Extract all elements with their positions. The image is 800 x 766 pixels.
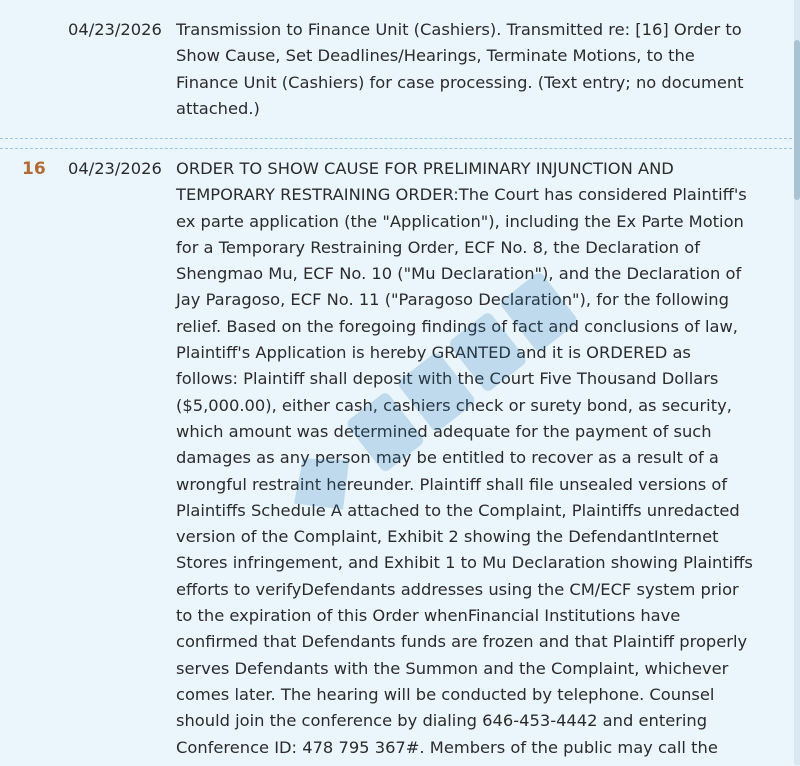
vertical-scrollbar[interactable] <box>794 0 800 765</box>
entry-text: Transmission to Finance Unit (Cashiers). Transmitted re: [16] Order to Show Cause, Set Deadlines/Hearings, Terminate Motions, to the Finance Unit (Cashiers) for case processing. (Text entry; no document attached.) <box>176 20 744 118</box>
entry-date: 04/23/2026 <box>68 159 162 178</box>
entry-text: ORDER TO SHOW CAUSE FOR PRELIMINARY INJUNCTION AND TEMPORARY RESTRAINING ORDER:The Court has considered Plaintiff's ex parte application (the "Application"), including the Ex Parte Motion for a Temporary Restraining Order, ECF No. 8, the Declaration of Shengmao Mu, ECF No. 10 ("Mu Declaration"), and the Declaration of Jay Paragoso, ECF No. 11 ("Paragoso Declaration"), for the following relief. Based on the foregoing findings of fact and conclusions of law, Plaintiff's Application is hereby GRANTED and it is ORDERED as follows: Plaintiff shall deposit with the Court Five Thousand Dollars ($5,000.00), either cash, cashiers check or surety bond, as security, which amount was determined adequate for the payment of such damages as any person may be entitled to recover as a result of a wrongful restraint hereunder. Plaintiff shall file unsealed versions of Plaintiffs Schedule A attached to the Complaint, Plaintiffs unredacted version of the Complaint, Exhibit 2 showing the DefendantInternet Stores infringement, and Exhibit 1 to Mu Declaration showing Plaintiffs efforts to verifyDefendants addresses using the CM/ECF system prior to the expiration of this Order whenFinancial Institutions have confirmed that Defendants funds are frozen and that Plaintiff properly serves Defendants with the Summon and the Complaint, whichever comes later. The hearing will be conducted by telephone. Counsel should join the conference by dialing 646-453-4442 and entering Conference ID: 478 795 367#. Members of the public may call the <box>176 159 753 757</box>
docket-entry-transmission <box>0 0 792 139</box>
docket-entry-16 <box>0 148 792 766</box>
entry-number-link[interactable]: 16 <box>22 159 46 179</box>
scrollbar-thumb[interactable] <box>794 40 800 200</box>
entry-date: 04/23/2026 <box>68 20 162 39</box>
